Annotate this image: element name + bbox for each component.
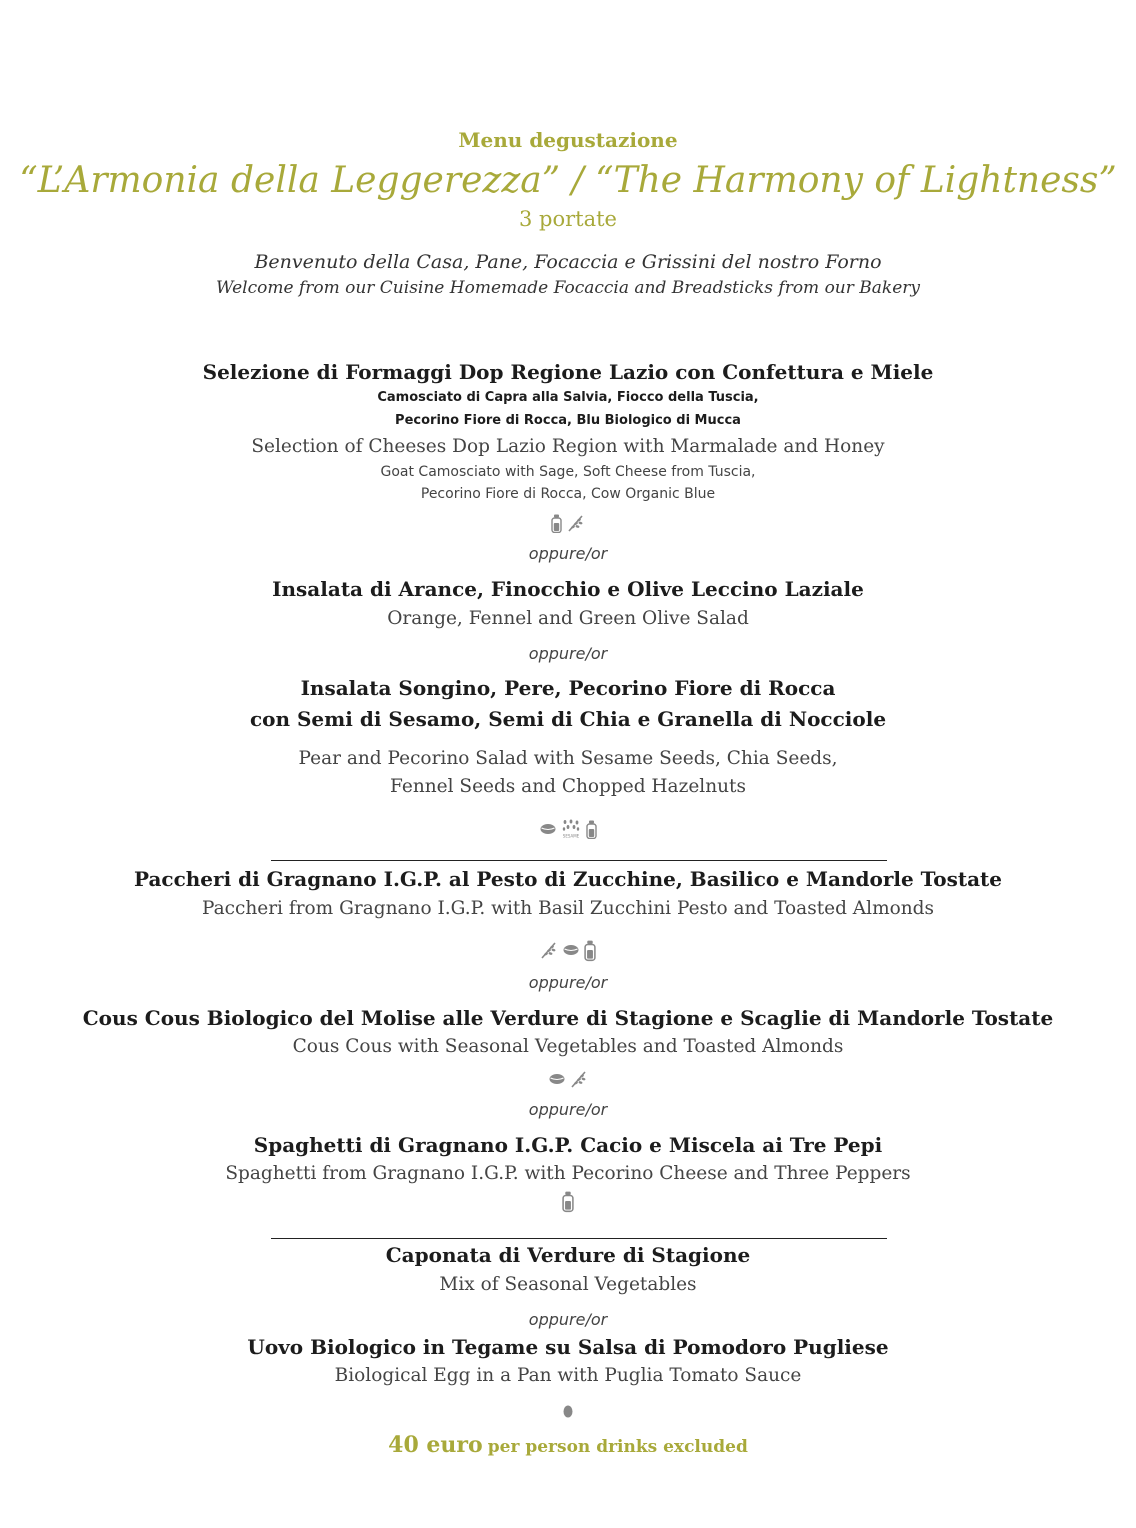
nuts-icon xyxy=(563,944,579,956)
allergen-icons xyxy=(0,1189,1136,1213)
wheat-icon xyxy=(540,941,558,959)
dish-translation: Selection of Cheeses Dop Lazio Region with Marmalade and Honey xyxy=(251,436,885,457)
dish-name: Paccheri di Gragnano I.G.P. al Pesto di Zucchine, Basilico e Mandorle Tostate xyxy=(133,867,1003,891)
milk-bottle-icon xyxy=(551,514,562,533)
price-amount: 40 euro xyxy=(388,1432,483,1458)
or-separator: oppure/or xyxy=(528,1310,608,1329)
allergen-icons xyxy=(0,1069,1136,1089)
menu-title: “L’Armonia della Leggerezza” / “The Harmony of Lightness” xyxy=(19,160,1117,201)
milk-bottle-icon xyxy=(584,939,596,962)
dish-translation: Orange, Fennel and Green Olive Salad xyxy=(387,608,749,629)
dish-translation: Paccheri from Gragnano I.G.P. with Basil Zucchini Pesto and Toasted Almonds xyxy=(201,898,935,919)
price-line xyxy=(0,1432,1136,1458)
sesame-icon xyxy=(561,819,581,839)
section-divider xyxy=(271,1238,887,1239)
dish-name: Uovo Biologico in Tegame su Salsa di Pomodoro Pugliese xyxy=(247,1335,889,1359)
wheat-icon xyxy=(570,1070,588,1088)
dish-translation: Cous Cous with Seasonal Vegetables and Toasted Almonds xyxy=(292,1036,844,1057)
dish-name: con Semi di Sesamo, Semi di Chia e Granella di Nocciole xyxy=(249,707,887,731)
welcome-italian: Benvenuto della Casa, Pane, Focaccia e Grissini del nostro Forno xyxy=(254,251,882,273)
milk-bottle-icon xyxy=(562,1190,574,1213)
or-separator: oppure/or xyxy=(528,644,608,663)
dish-name: Selezione di Formaggi Dop Regione Lazio con Confettura e Miele xyxy=(202,360,934,384)
dish-detail: Pecorino Fiore di Rocca, Blu Biologico di Mucca xyxy=(395,413,741,428)
dish-translation: Fennel Seeds and Chopped Hazelnuts xyxy=(390,776,746,797)
allergen-icons xyxy=(0,818,1136,840)
egg-icon xyxy=(563,1404,573,1418)
dish-name: Caponata di Verdure di Stagione xyxy=(385,1243,751,1267)
dish-detail-translation: Pecorino Fiore di Rocca, Cow Organic Blue xyxy=(420,486,716,502)
dish-detail-translation: Goat Camosciato with Sage, Soft Cheese from Tuscia, xyxy=(380,464,756,480)
courses-count: 3 portate xyxy=(519,207,617,231)
menu-label: Menu degustazione xyxy=(458,128,678,152)
welcome-english: Welcome from our Cuisine Homemade Focaccia and Breadsticks from our Bakery xyxy=(215,278,921,298)
wheat-icon xyxy=(567,514,585,532)
dish-translation: Biological Egg in a Pan with Puglia Tomato Sauce xyxy=(334,1365,802,1386)
section-divider xyxy=(271,860,887,861)
dish-name: Spaghetti di Gragnano I.G.P. Cacio e Miscela ai Tre Pepi xyxy=(253,1133,883,1157)
allergen-icons xyxy=(0,1403,1136,1419)
sesame-icon-label: SESAME xyxy=(562,833,579,839)
dish-name: Insalata di Arance, Finocchio e Olive Leccino Laziale xyxy=(272,577,864,601)
price-note: per person drinks excluded xyxy=(487,1437,748,1457)
milk-bottle-icon xyxy=(586,820,597,839)
nuts-icon xyxy=(549,1073,565,1085)
nuts-icon xyxy=(540,823,556,835)
dish-translation: Spaghetti from Gragnano I.G.P. with Pecorino Cheese and Three Peppers xyxy=(225,1163,911,1184)
dish-name: Insalata Songino, Pere, Pecorino Fiore di Rocca xyxy=(300,676,836,700)
dish-name: Cous Cous Biologico del Molise alle Verdure di Stagione e Scaglie di Mandorle Tostate xyxy=(82,1006,1054,1030)
dish-translation: Mix of Seasonal Vegetables xyxy=(439,1274,697,1295)
or-separator: oppure/or xyxy=(528,973,608,992)
dish-translation: Pear and Pecorino Salad with Sesame Seeds, Chia Seeds, xyxy=(298,748,838,769)
or-separator: oppure/or xyxy=(528,544,608,563)
or-separator: oppure/or xyxy=(528,1100,608,1119)
allergen-icons xyxy=(0,513,1136,533)
dish-detail: Camosciato di Capra alla Salvia, Fiocco della Tuscia, xyxy=(377,390,759,405)
allergen-icons xyxy=(0,938,1136,962)
